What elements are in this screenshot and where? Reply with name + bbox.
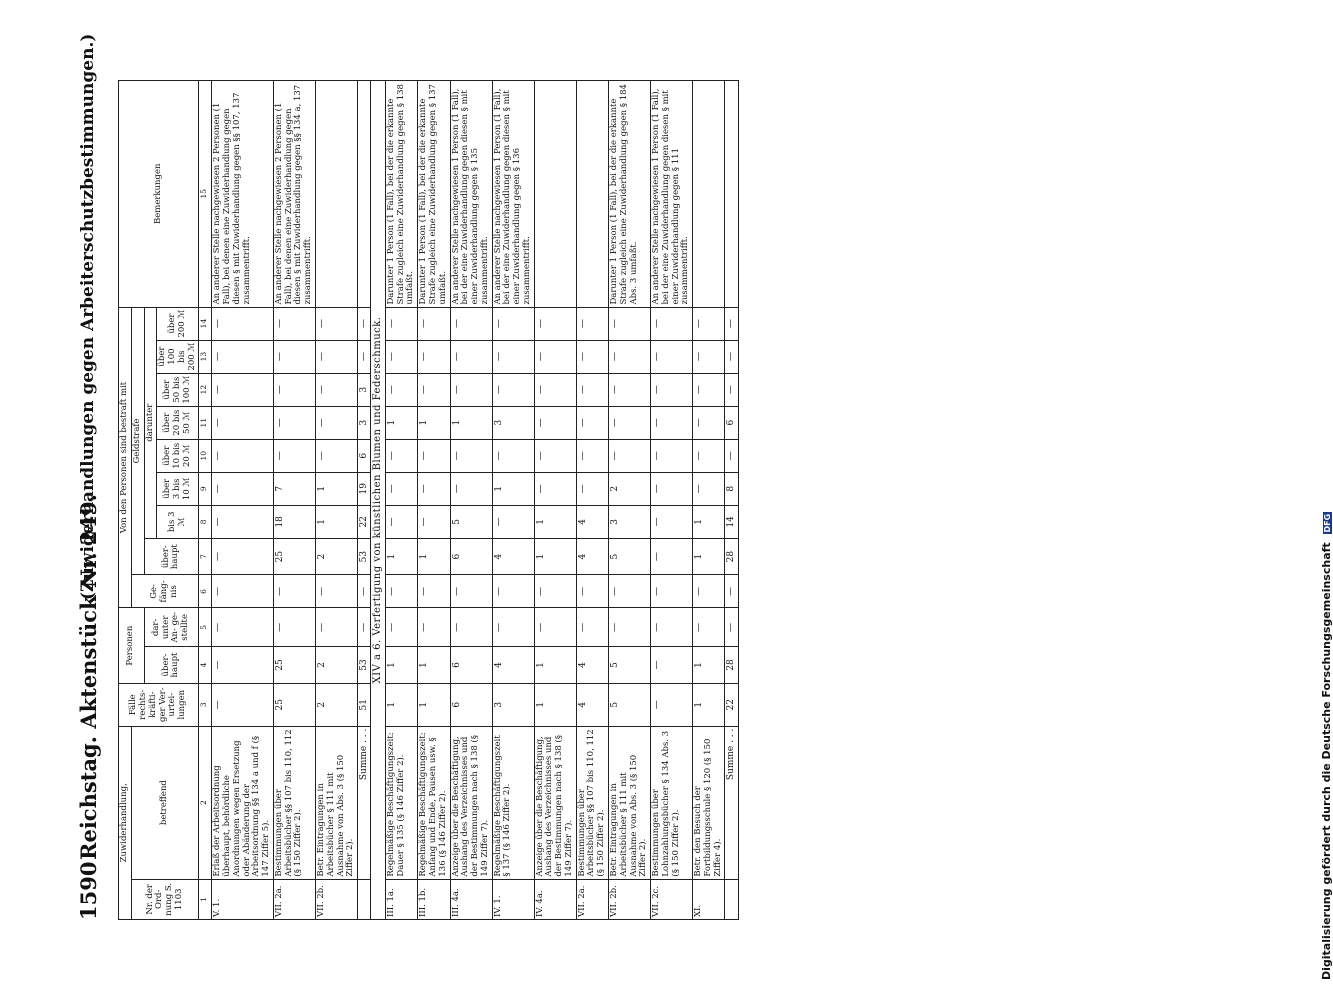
cell-c10: — <box>609 439 651 472</box>
cell-c4: 1 <box>693 647 725 684</box>
statistics-table <box>118 80 739 920</box>
header-bestraft: Von den Personen sind bestraft mit <box>119 307 132 608</box>
cell-c8: — <box>418 505 450 538</box>
row-description: Regelmäßige Beschäftigungszeit § 137 (§ 146 Ziffer 2). <box>492 726 534 879</box>
cell-c13: — <box>212 340 274 373</box>
row-remark: Darunter 1 Person (1 Fall), bei der die erkannte Strafe zugleich eine Zuwiderhandlung gegen § 137 umfaßt. <box>418 81 450 308</box>
cell-c10: — <box>418 439 450 472</box>
cell-c10: — <box>450 439 492 472</box>
table-row <box>418 81 450 920</box>
cell-c6: — <box>212 575 274 608</box>
cell-c9: 8 <box>725 472 738 505</box>
cell-c8: 4 <box>576 505 608 538</box>
cell-c5: — <box>418 608 450 647</box>
cell-c14: — <box>492 307 534 340</box>
cell-c6: — <box>693 575 725 608</box>
cell-c3: 3 <box>492 683 534 726</box>
table-row <box>316 81 358 920</box>
page-title: Reichstag. Aktenstück Nr. 249. <box>76 494 101 860</box>
header-10-20: über 10 bis 20 ℳ <box>157 439 199 472</box>
cell-c8: 1 <box>316 505 358 538</box>
cell-c6: — <box>609 575 651 608</box>
cell-c10: — <box>651 439 693 472</box>
column-number: 10 <box>199 439 212 472</box>
cell-c13: — <box>418 340 450 373</box>
cell-c14: — <box>609 307 651 340</box>
cell-c8: — <box>385 505 417 538</box>
row-description: Regelmäßige Beschäftigungszeit: Dauer § 135 (§ 146 Ziffer 2). <box>385 726 417 879</box>
cell-c10: — <box>316 439 358 472</box>
header-nr: Nr. der Ord- nung S. 1103 <box>131 879 199 919</box>
row-description: Anzeige über die Beschäftigung, Aushang des Verzeichnisses und der Bestimmungen nach § 138 (§ 149 Ziffer 7). <box>534 726 576 879</box>
header-personen: Personen <box>119 608 145 683</box>
row-remark: An anderer Stelle nachgewiesen 1 Person (1 Fall), bei der eine Zuwiderhandlung gegen diesen § mit einer Zuwiderhandlung gegen § 136 zusammentrifft. <box>492 81 534 308</box>
cell-c5: — <box>212 608 274 647</box>
table-row <box>576 81 608 920</box>
cell-c7: 25 <box>273 538 315 575</box>
row-description: Betr. Eintragungen in Arbeitsbücher § 111 mit Ausnahme von Abs. 3 (§ 150 Ziffer 2). <box>609 726 651 879</box>
cell-c9: 7 <box>273 472 315 505</box>
row-description: Summe . . . <box>358 726 371 879</box>
cell-c11: — <box>651 406 693 439</box>
cell-c12: — <box>693 373 725 406</box>
cell-c13: — <box>273 340 315 373</box>
cell-c10: — <box>693 439 725 472</box>
table-row <box>609 81 651 920</box>
row-description: Bestimmungen über Arbeitsbücher §§ 107 bis 110, 112 (§ 150 Ziffer 2). <box>576 726 608 879</box>
cell-c13: — <box>725 340 738 373</box>
cell-c14: — <box>212 307 274 340</box>
cell-c5: — <box>534 608 576 647</box>
column-number: 6 <box>199 575 212 608</box>
cell-c3: 1 <box>418 683 450 726</box>
cell-c4: 25 <box>273 647 315 684</box>
cell-c4: 1 <box>385 647 417 684</box>
row-number: VII. 2a. <box>576 879 608 919</box>
column-number: 1 <box>199 879 212 919</box>
cell-c12: — <box>576 373 608 406</box>
cell-c14: — <box>576 307 608 340</box>
row-remark <box>725 81 738 308</box>
cell-c11: — <box>316 406 358 439</box>
cell-c5: — <box>273 608 315 647</box>
cell-c14: — <box>534 307 576 340</box>
cell-c3: 1 <box>534 683 576 726</box>
cell-c8: 1 <box>693 505 725 538</box>
cell-c4: — <box>212 647 274 684</box>
cell-c4: 4 <box>492 647 534 684</box>
cell-c6: — <box>725 575 738 608</box>
column-number: 8 <box>199 505 212 538</box>
cell-c3: 5 <box>609 683 651 726</box>
cell-c3: 25 <box>273 683 315 726</box>
column-number: 3 <box>199 683 212 726</box>
cell-c8: — <box>651 505 693 538</box>
table-row <box>492 81 534 920</box>
cell-c9: 2 <box>609 472 651 505</box>
cell-c7: 6 <box>450 538 492 575</box>
cell-c13: — <box>385 340 417 373</box>
cell-c5: — <box>609 608 651 647</box>
cell-c8: 22 <box>358 505 371 538</box>
cell-c11: — <box>693 406 725 439</box>
row-remark: An anderer Stelle nachgewiesen 1 Person (1 Fall), bei der eine Zuwiderhandlung gegen diesen § mit einer Zuwiderhandlung gegen § 111 zusammentrifft. <box>651 81 693 308</box>
cell-c4: 1 <box>534 647 576 684</box>
cell-c9: — <box>212 472 274 505</box>
cell-c11: — <box>273 406 315 439</box>
cell-c6: — <box>385 575 417 608</box>
cell-c6: — <box>492 575 534 608</box>
cell-c6: — <box>576 575 608 608</box>
cell-c3: 22 <box>725 683 738 726</box>
cell-c12: — <box>534 373 576 406</box>
cell-c14: — <box>651 307 693 340</box>
cell-c10: — <box>385 439 417 472</box>
cell-c13: — <box>651 340 693 373</box>
row-number <box>725 879 738 919</box>
header-3-10: über 3 bis 10 ℳ <box>157 472 199 505</box>
cell-c9: — <box>576 472 608 505</box>
header-betreffend: betreffend <box>131 726 199 879</box>
row-description: Betr. Eintragungen in Arbeitsbücher § 111 mit Ausnahme von Abs. 3 (§ 150 Ziffer 2). <box>316 726 358 879</box>
cell-c8: 18 <box>273 505 315 538</box>
cell-c5: — <box>358 608 371 647</box>
cell-c3: — <box>651 683 693 726</box>
cell-c13: — <box>492 340 534 373</box>
cell-c8: 3 <box>609 505 651 538</box>
cell-c5: — <box>725 608 738 647</box>
cell-c11: 6 <box>725 406 738 439</box>
cell-c12: — <box>418 373 450 406</box>
cell-c14: — <box>273 307 315 340</box>
section-heading: XIV a 6. Verfertigung von künstlichen Blumen und Federschmuck. <box>371 81 386 920</box>
cell-c4: 28 <box>725 647 738 684</box>
cell-c14: — <box>725 307 738 340</box>
cell-c4: 5 <box>609 647 651 684</box>
digitization-note <box>1300 0 1333 1000</box>
cell-c12: — <box>450 373 492 406</box>
column-number: 7 <box>199 538 212 575</box>
cell-c5: — <box>693 608 725 647</box>
cell-c9: 1 <box>492 472 534 505</box>
digitization-text: Digitalisierung gefördert durch die Deutsche Forschungsgemeinschaft <box>1320 542 1333 980</box>
cell-c7: 1 <box>693 538 725 575</box>
cell-c11: — <box>609 406 651 439</box>
row-remark: An anderer Stelle nachgewiesen 2 Personen (1 Fall), bei denen eine Zuwiderhandlung gegen diesen § mit Zuwiderhandlung gegen §§ 107, 137 zusammentrifft. <box>212 81 274 308</box>
cell-c9: — <box>693 472 725 505</box>
cell-c13: — <box>576 340 608 373</box>
table-row <box>693 81 725 920</box>
header-angestellte: dar- unter An- ge- stellte <box>144 608 199 647</box>
cell-c11: — <box>576 406 608 439</box>
column-number: 5 <box>199 608 212 647</box>
header-faelle: Fälle rechts- kräfti- ger Ver- urtei- lungen <box>119 683 199 726</box>
cell-c13: — <box>358 340 371 373</box>
row-number: VII. 2b. <box>316 879 358 919</box>
row-number: XI. <box>693 879 725 919</box>
cell-c7: — <box>212 538 274 575</box>
table-row <box>212 81 274 920</box>
header-100-200: über 100 bis 200 ℳ <box>157 340 199 373</box>
column-numbers-row <box>199 81 212 920</box>
row-description: Anzeige über die Beschäftigung, Aushang des Verzeichnisses und der Bestimmungen nach § 138 (§ 149 Ziffer 7). <box>450 726 492 879</box>
row-number <box>358 879 371 919</box>
cell-c12: — <box>385 373 417 406</box>
row-description: Summe . . . <box>725 726 738 879</box>
page-subtitle: (Zuwiderhandlungen gegen Arbeiterschutzbestimmungen.) <box>78 33 98 600</box>
cell-c5: — <box>450 608 492 647</box>
cell-c13: — <box>693 340 725 373</box>
row-remark <box>316 81 358 308</box>
page-number: 1590 <box>76 861 101 920</box>
cell-c3: 2 <box>316 683 358 726</box>
cell-c9: — <box>534 472 576 505</box>
row-remark: An anderer Stelle nachgewiesen 2 Personen (1 Fall), bei denen eine Zuwiderhandlung gegen diesen § mit Zuwiderhandlung gegen §§ 134 a, 137 zusammentrifft. <box>273 81 315 308</box>
cell-c9: — <box>651 472 693 505</box>
cell-c11: 3 <box>492 406 534 439</box>
row-number: III. 1b. <box>418 879 450 919</box>
cell-c9: — <box>418 472 450 505</box>
cell-c11: — <box>534 406 576 439</box>
table-row <box>450 81 492 920</box>
column-number: 12 <box>199 373 212 406</box>
row-number: VII. 2c. <box>651 879 693 919</box>
cell-c8: — <box>212 505 274 538</box>
cell-c13: — <box>316 340 358 373</box>
cell-c6: — <box>534 575 576 608</box>
cell-c12: — <box>725 373 738 406</box>
cell-c6: — <box>273 575 315 608</box>
cell-c6: — <box>450 575 492 608</box>
cell-c5: — <box>576 608 608 647</box>
column-number: 13 <box>199 340 212 373</box>
cell-c6: — <box>418 575 450 608</box>
cell-c6: — <box>651 575 693 608</box>
cell-c5: — <box>492 608 534 647</box>
header-geldstrafe: Geldstrafe <box>131 307 144 575</box>
cell-c10: 6 <box>358 439 371 472</box>
cell-c3: — <box>212 683 274 726</box>
cell-c7: 1 <box>385 538 417 575</box>
cell-c12: — <box>212 373 274 406</box>
row-remark <box>693 81 725 308</box>
cell-c13: — <box>534 340 576 373</box>
sum-row <box>358 81 371 920</box>
table-row <box>273 81 315 920</box>
cell-c7: 4 <box>492 538 534 575</box>
cell-c11: 1 <box>418 406 450 439</box>
cell-c10: — <box>534 439 576 472</box>
cell-c14: — <box>418 307 450 340</box>
header-personen-ueberhaupt: über- haupt <box>144 647 199 684</box>
cell-c4: 2 <box>316 647 358 684</box>
cell-c3: 51 <box>358 683 371 726</box>
cell-c10: — <box>725 439 738 472</box>
header-bemerkungen: Bemerkungen <box>119 81 199 308</box>
cell-c8: 5 <box>450 505 492 538</box>
cell-c12: — <box>651 373 693 406</box>
section-heading-row <box>371 81 386 920</box>
cell-c4: 1 <box>418 647 450 684</box>
row-number: III. 1a. <box>385 879 417 919</box>
header-gefaengnis: Ge- fäng- nis <box>131 575 199 608</box>
column-number: 15 <box>199 81 212 308</box>
cell-c11: 1 <box>450 406 492 439</box>
cell-c14: — <box>358 307 371 340</box>
cell-c5: — <box>385 608 417 647</box>
column-number: 9 <box>199 472 212 505</box>
row-number: VII. 2a. <box>273 879 315 919</box>
cell-c11: 1 <box>385 406 417 439</box>
table-row <box>385 81 417 920</box>
cell-c7: — <box>651 538 693 575</box>
dfg-logo: DFG <box>1323 513 1332 533</box>
cell-c10: — <box>212 439 274 472</box>
cell-c8: 1 <box>534 505 576 538</box>
table-row <box>534 81 576 920</box>
row-remark: Darunter 1 Person (1 Fall), bei der die erkannte Strafe zugleich eine Zuwiderhandlung gegen § 184 Abs. 3 umfaßt. <box>609 81 651 308</box>
cell-c7: 4 <box>576 538 608 575</box>
row-number: IV. 1. <box>492 879 534 919</box>
row-number: VII. 2b. <box>609 879 651 919</box>
row-remark <box>534 81 576 308</box>
cell-c3: 1 <box>693 683 725 726</box>
row-description: Bestimmungen über Lohnzahlungsbücher § 134 Abs. 3 (§ 150 Ziffer 2). <box>651 726 693 879</box>
header-zuwiderhandlung: Zuwiderhandlung, <box>119 726 132 919</box>
sum-row <box>725 81 738 920</box>
row-remark: Darunter 1 Person (1 Fall), bei der die erkannte Strafe zugleich eine Zuwiderhandlung gegen § 138 umfaßt. <box>385 81 417 308</box>
row-number: V. 1. <box>212 879 274 919</box>
cell-c3: 1 <box>385 683 417 726</box>
cell-c4: 6 <box>450 647 492 684</box>
cell-c8: 14 <box>725 505 738 538</box>
row-remark <box>358 81 371 308</box>
row-description: Erlaß der Arbeitsordnung überhaupt, behördliche Anordnungen wegen Ersetzung oder Abänderung der Arbeitsordnung §§ 134 a und f (§ 147 Ziffer 5). <box>212 726 274 879</box>
column-number: 14 <box>199 307 212 340</box>
row-number: IV. 4a. <box>534 879 576 919</box>
cell-c9: — <box>450 472 492 505</box>
cell-c10: — <box>576 439 608 472</box>
row-description: Regelmäßige Beschäftigungszeit: Anfang und Ende, Pausen usw. § 136 (§ 146 Ziffer 2). <box>418 726 450 879</box>
header-ueber-200: über 200 ℳ <box>157 307 199 340</box>
cell-c10: — <box>273 439 315 472</box>
cell-c7: 53 <box>358 538 371 575</box>
cell-c5: — <box>651 608 693 647</box>
cell-c4: — <box>651 647 693 684</box>
table-row <box>651 81 693 920</box>
cell-c5: — <box>316 608 358 647</box>
cell-c3: 6 <box>450 683 492 726</box>
cell-c11: — <box>212 406 274 439</box>
cell-c4: 4 <box>576 647 608 684</box>
row-description: Betr. den Besuch der Fortbildungsschule § 120 (§ 150 Ziffer 4). <box>693 726 725 879</box>
cell-c14: — <box>693 307 725 340</box>
header-50-100: über 50 bis 100 ℳ <box>157 373 199 406</box>
row-description: Bestimmungen über Arbeitsbücher §§ 107 bis 110, 112 (§ 150 Ziffer 2). <box>273 726 315 879</box>
cell-c9: 1 <box>316 472 358 505</box>
cell-c12: 3 <box>358 373 371 406</box>
cell-c9: — <box>385 472 417 505</box>
cell-c7: 2 <box>316 538 358 575</box>
column-number: 2 <box>199 726 212 879</box>
cell-c14: — <box>385 307 417 340</box>
cell-c7: 28 <box>725 538 738 575</box>
column-number: 4 <box>199 647 212 684</box>
row-remark: An anderer Stelle nachgewiesen 1 Person (1 Fall), bei der eine Zuwiderhandlung gegen diesen § mit einer Zuwiderhandlung gegen § 135 zusammentrifft. <box>450 81 492 308</box>
cell-c10: — <box>492 439 534 472</box>
cell-c12: — <box>492 373 534 406</box>
cell-c11: 3 <box>358 406 371 439</box>
rotated-document <box>70 33 1240 920</box>
cell-c8: — <box>492 505 534 538</box>
cell-c14: — <box>316 307 358 340</box>
row-remark <box>576 81 608 308</box>
cell-c12: — <box>273 373 315 406</box>
cell-c6: — <box>358 575 371 608</box>
cell-c14: — <box>450 307 492 340</box>
cell-c3: 4 <box>576 683 608 726</box>
cell-c9: 19 <box>358 472 371 505</box>
cell-c4: 53 <box>358 647 371 684</box>
cell-c6: — <box>316 575 358 608</box>
cell-c7: 1 <box>418 538 450 575</box>
header-20-50: über 20 bis 50 ℳ <box>157 406 199 439</box>
cell-c13: — <box>450 340 492 373</box>
header-geld-ueberhaupt: über- haupt <box>144 538 199 575</box>
header-darunter: darunter <box>144 307 157 538</box>
cell-c7: 5 <box>609 538 651 575</box>
page-header <box>70 33 110 920</box>
cell-c13: — <box>609 340 651 373</box>
column-number: 11 <box>199 406 212 439</box>
cell-c12: — <box>316 373 358 406</box>
row-number: III. 4a. <box>450 879 492 919</box>
cell-c12: — <box>609 373 651 406</box>
cell-c7: 1 <box>534 538 576 575</box>
header-bis-3: bis 3 ℳ <box>157 505 199 538</box>
